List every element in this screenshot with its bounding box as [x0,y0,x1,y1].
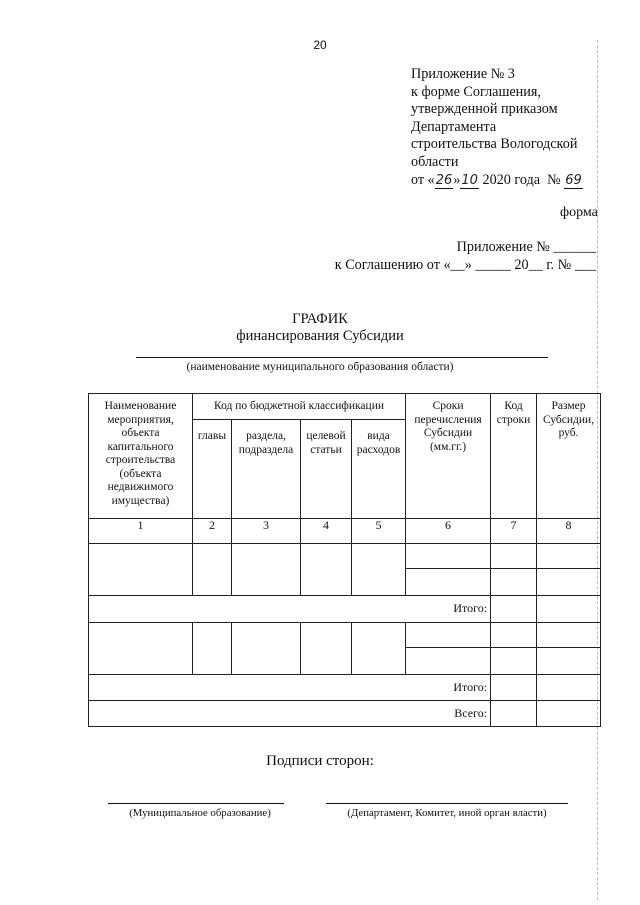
header-chapter-text: главы [197,430,227,442]
table-cell [537,596,601,623]
table-row [89,623,601,648]
document-title: ГРАФИК [292,311,348,327]
handwritten-number: 69 [565,172,582,188]
table-cell [491,623,537,648]
table-cell [193,623,232,675]
attachment-line-2: к Соглашению от «__» _____ 20__ г. № ___ [334,257,596,273]
column-number: 4 [301,519,352,544]
total-row [89,701,601,727]
appendix-line: строительства Вологодской [411,136,578,153]
table-cell [491,544,537,569]
header-amount [537,394,601,519]
column-number: 8 [537,519,601,544]
appendix-line: Приложение № 3 [411,66,515,82]
table-cell [491,675,537,701]
appendix-line: области [411,153,459,170]
page-number: 20 [313,38,327,52]
header-name-text: Наименование мероприятия, объекта капитального строительства (объекта недвижимого имущества) [104,400,177,507]
table-cell [491,701,537,727]
table-cell [537,701,601,727]
column-number: 1 [89,519,193,544]
subtotal-label: Итого: [89,675,491,701]
column-number: 5 [352,519,406,544]
column-number: 6 [406,519,491,544]
header-expense-type [352,420,406,519]
date-prefix: от « [411,171,435,188]
header-chapter [193,420,232,519]
header-name [89,394,193,519]
signature-caption-municipality: (Муниципальное образование) [129,807,271,819]
municipality-caption: (наименование муниципального образования области) [186,361,454,373]
signature-line-municipality [108,803,284,804]
signature-caption-department: (Департамент, Комитет, иной орган власти) [347,807,547,819]
handwritten-day: 26 [435,172,453,188]
table-cell [491,596,537,623]
signature-line-department [326,803,568,804]
financing-schedule-table [88,393,601,727]
column-number: 3 [232,519,301,544]
table-cell [537,648,601,675]
table-cell [537,623,601,648]
table-cell [193,544,232,596]
attachment-line-1: Приложение № ______ [456,239,596,255]
column-numbers-row [89,519,601,544]
appendix-line: Департамента [411,118,497,135]
table-cell [301,623,352,675]
table-row [89,544,601,569]
header-terms [406,394,491,519]
table-cell [406,569,491,596]
subtotal-row [89,596,601,623]
table-cell [352,623,406,675]
total-label: Всего: [89,701,491,727]
column-number: 7 [491,519,537,544]
header-target [301,420,352,519]
header-row-code-text: Код строки [496,400,531,426]
appendix-block [411,66,611,189]
table-cell [537,675,601,701]
signatures-title: Подписи сторон: [266,753,374,769]
table-cell [232,544,301,596]
table-cell [89,544,193,596]
table-cell [491,569,537,596]
handwritten-month: 10 [461,172,478,188]
form-label: форма [560,205,598,220]
header-terms-text: Сроки перечисления Субсидии (мм.гг.) [414,400,482,453]
subtotal-label: Итого: [89,596,491,623]
column-number: 2 [193,519,232,544]
appendix-date-line [411,172,611,190]
header-budget-group: Код по бюджетной классификации [193,394,406,420]
table-cell [491,648,537,675]
header-section [232,420,301,519]
table-cell [301,544,352,596]
date-mid: » [453,171,461,188]
table-cell [352,544,406,596]
header-target-text: целевой статьи [306,430,346,456]
table-cell [406,623,491,648]
table-cell [406,544,491,569]
table-cell [89,623,193,675]
header-section-text: раздела, подраздела [238,430,294,456]
appendix-line: к форме Соглашения, [411,83,541,100]
municipality-name-line [136,357,548,358]
date-year: 2020 года [478,171,541,188]
header-row-code [491,394,537,519]
table-cell [406,648,491,675]
number-sign: № [547,171,561,188]
table-cell [537,544,601,569]
appendix-line: утвержденной приказом [411,101,558,118]
subtotal-row [89,675,601,701]
document-subtitle: финансирования Субсидии [236,328,404,344]
header-expense-type-text: вида расходов [356,430,401,456]
header-amount-text: Размер Субсидии, руб. [542,400,595,439]
table-cell [232,623,301,675]
table-cell [537,569,601,596]
